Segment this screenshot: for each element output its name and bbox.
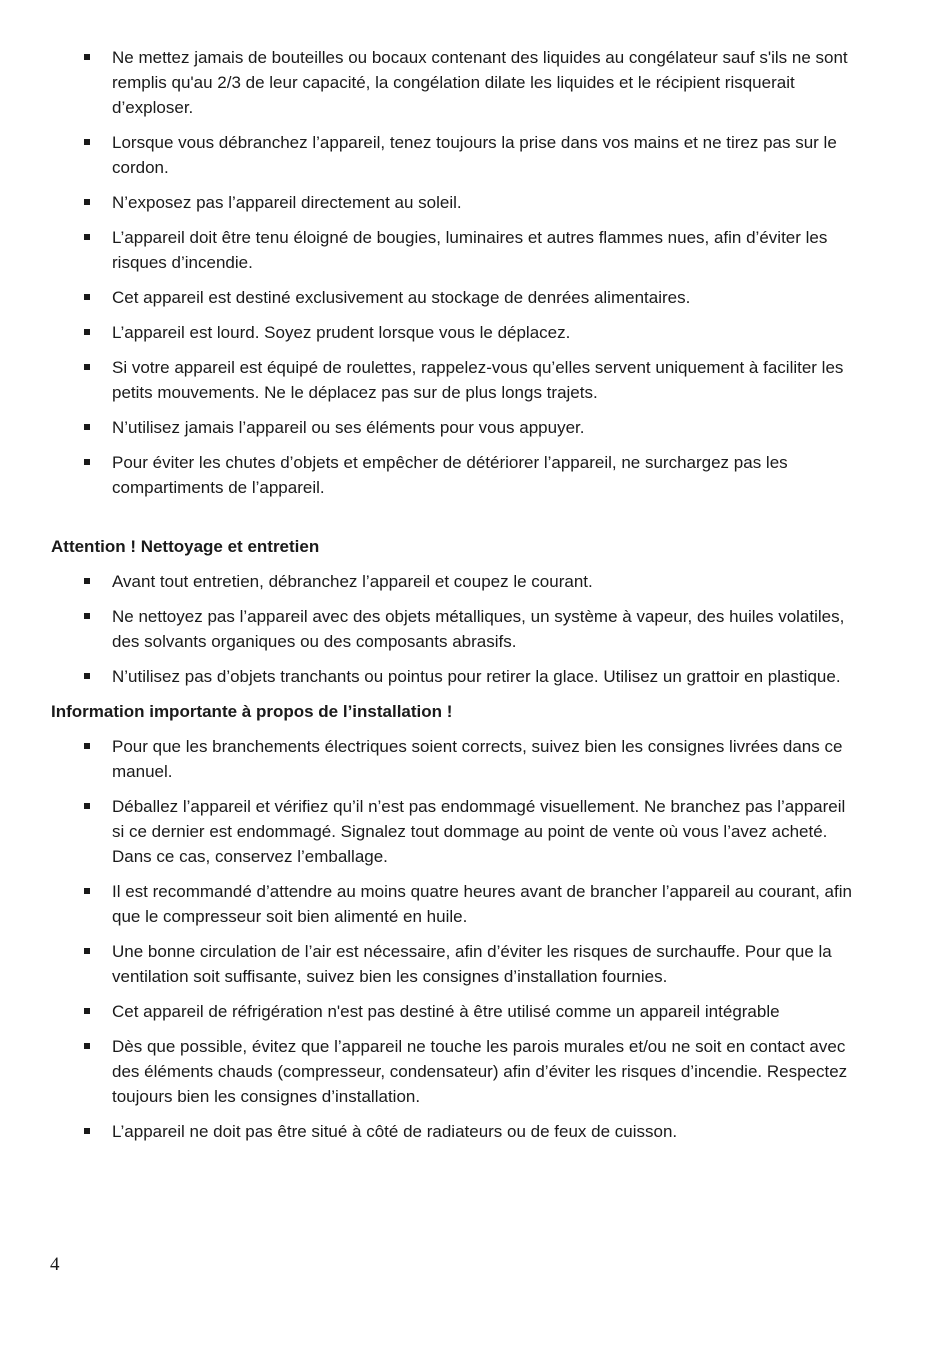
list-item-text: Ne mettez jamais de bouteilles ou bocaux contenant des liquides au congélateur sauf s'ils ne sont remplis qu'au 2/3 de leur capacité, la congélation dilate les liquides et le récipient risquerait d’exploser. bbox=[112, 48, 848, 117]
list-item-text: N’utilisez pas d’objets tranchants ou pointus pour retirer la glace. Utilisez un grattoir en plastique. bbox=[112, 667, 841, 686]
list-item bbox=[51, 794, 861, 869]
square-bullet-icon bbox=[84, 294, 90, 300]
list-item bbox=[51, 130, 861, 180]
list-item-text: Cet appareil de réfrigération n'est pas destiné à être utilisé comme un appareil intégrable bbox=[112, 1002, 780, 1021]
square-bullet-icon bbox=[84, 888, 90, 894]
list-item-text: Dès que possible, évitez que l’appareil ne touche les parois murales et/ou ne soit en contact avec des éléments chauds (compresseur, condensateur) afin d’éviter les risques d’incendie. Respectez toujours bien les consignes d’installation. bbox=[112, 1037, 848, 1106]
square-bullet-icon bbox=[84, 139, 90, 145]
list-item bbox=[51, 450, 861, 500]
list-item-text: Il est recommandé d’attendre au moins quatre heures avant de brancher l’appareil au courant, afin que le compresseur soit bien alimenté en huile. bbox=[112, 882, 852, 926]
bullet-list-intro bbox=[51, 45, 861, 500]
list-item bbox=[51, 939, 861, 989]
list-item-text: N’exposez pas l’appareil directement au soleil. bbox=[112, 193, 462, 212]
list-item-text: Pour que les branchements électriques soient corrects, suivez bien les consignes livrées dans ce manuel. bbox=[112, 737, 843, 781]
square-bullet-icon bbox=[84, 578, 90, 584]
square-bullet-icon bbox=[84, 1128, 90, 1134]
list-item bbox=[51, 285, 861, 310]
square-bullet-icon bbox=[84, 803, 90, 809]
list-item bbox=[51, 415, 861, 440]
list-item bbox=[51, 604, 861, 654]
list-item bbox=[51, 569, 861, 594]
square-bullet-icon bbox=[84, 54, 90, 60]
list-item bbox=[51, 1034, 861, 1109]
list-item bbox=[51, 45, 861, 120]
list-item bbox=[51, 734, 861, 784]
list-item-text: L’appareil doit être tenu éloigné de bougies, luminaires et autres flammes nues, afin d’éviter les risques d’incendie. bbox=[112, 228, 828, 272]
list-item-text: Lorsque vous débranchez l’appareil, tenez toujours la prise dans vos mains et ne tirez pas sur le cordon. bbox=[112, 133, 837, 177]
list-item-text: Pour éviter les chutes d’objets et empêcher de détériorer l’appareil, ne surchargez pas les compartiments de l’appareil. bbox=[112, 453, 788, 497]
list-item-text: Si votre appareil est équipé de roulettes, rappelez-vous qu’elles servent uniquement à faciliter les petits mouvements. Ne le déplacez pas sur de plus longs trajets. bbox=[112, 358, 844, 402]
list-item-text: Ne nettoyez pas l’appareil avec des objets métalliques, un système à vapeur, des huiles volatiles, des solvants organiques ou des composants abrasifs. bbox=[112, 607, 845, 651]
list-item-text: L’appareil ne doit pas être situé à côté de radiateurs ou de feux de cuisson. bbox=[112, 1122, 678, 1141]
list-item bbox=[51, 190, 861, 215]
list-item bbox=[51, 664, 861, 689]
square-bullet-icon bbox=[84, 948, 90, 954]
list-item bbox=[51, 320, 861, 345]
section-spacer bbox=[51, 510, 861, 534]
list-item-text: L’appareil est lourd. Soyez prudent lorsque vous le déplacez. bbox=[112, 323, 571, 342]
square-bullet-icon bbox=[84, 364, 90, 370]
square-bullet-icon bbox=[84, 459, 90, 465]
bullet-list-installation bbox=[51, 734, 861, 1144]
list-item-text: N’utilisez jamais l’appareil ou ses éléments pour vous appuyer. bbox=[112, 418, 585, 437]
list-item bbox=[51, 225, 861, 275]
section-heading-cleaning: Attention ! Nettoyage et entretien bbox=[51, 537, 320, 556]
square-bullet-icon bbox=[84, 424, 90, 430]
square-bullet-icon bbox=[84, 673, 90, 679]
list-item bbox=[51, 879, 861, 929]
square-bullet-icon bbox=[84, 199, 90, 205]
page-number: 4 bbox=[50, 1254, 60, 1275]
list-item-text: Une bonne circulation de l’air est nécessaire, afin d’éviter les risques de surchauffe. Pour que la ventilation soit suffisante, suivez bien les consignes d’installation fournies. bbox=[112, 942, 832, 986]
square-bullet-icon bbox=[84, 743, 90, 749]
list-item bbox=[51, 999, 861, 1024]
bullet-list-cleaning bbox=[51, 569, 861, 689]
list-item-text: Avant tout entretien, débranchez l’appareil et coupez le courant. bbox=[112, 572, 593, 591]
square-bullet-icon bbox=[84, 613, 90, 619]
square-bullet-icon bbox=[84, 1043, 90, 1049]
list-item-text: Déballez l’appareil et vérifiez qu’il n’est pas endommagé visuellement. Ne branchez pas l’appareil si ce dernier est endommagé. Signalez tout dommage au point de vente où vous l’avez acheté. Dans ce cas, conservez l’emballage. bbox=[112, 797, 846, 866]
square-bullet-icon bbox=[84, 234, 90, 240]
page-content bbox=[51, 45, 861, 1154]
square-bullet-icon bbox=[84, 329, 90, 335]
list-item-text: Cet appareil est destiné exclusivement au stockage de denrées alimentaires. bbox=[112, 288, 691, 307]
square-bullet-icon bbox=[84, 1008, 90, 1014]
list-item bbox=[51, 355, 861, 405]
section-heading-installation: Information importante à propos de l’installation ! bbox=[51, 702, 453, 721]
list-item bbox=[51, 1119, 861, 1144]
